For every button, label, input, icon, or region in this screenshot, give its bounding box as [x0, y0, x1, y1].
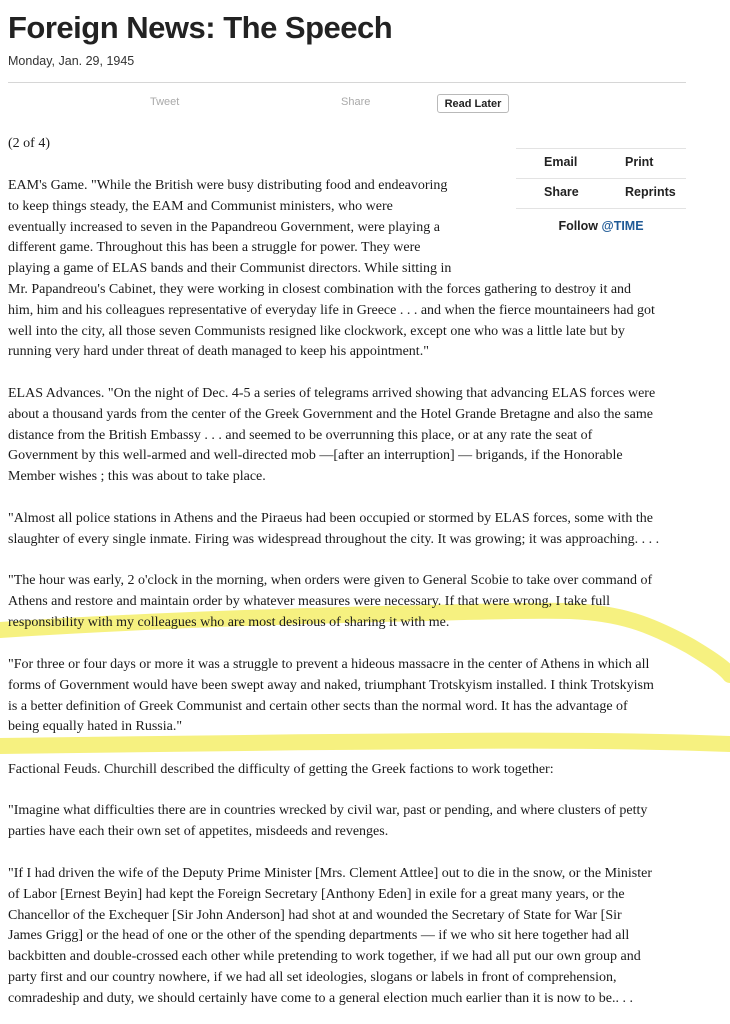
text-line: well into the city, all those seven Communists resigned like clockwork, except one who was a little late but by — [8, 323, 625, 339]
share-link[interactable]: Share — [544, 185, 579, 199]
text-line: different game. Throughout this has been a struggle for power. They were — [8, 240, 421, 256]
text-line: Chancellor of the Exchequer [Sir John Anderson] had shot at and wounded the Secretary of State for War [Sir — [8, 907, 622, 923]
top-divider — [8, 82, 686, 83]
text-line: him, him and his colleagues representative of everyday life in Greece . . . and when the fierce mountaineers had got — [8, 302, 655, 318]
text-line: slaughter of every single inmate. Firing was widespread throughout the city. It was growing; it was approaching. . . . — [8, 531, 660, 547]
text-line: Factional Feuds. Churchill described the difficulty of getting the Greek factions to work together: — [8, 762, 554, 777]
share-button[interactable]: Share — [341, 96, 371, 108]
text-line: eventually increased to seven in the Papandreou Government, were playing a — [8, 219, 440, 235]
print-link[interactable]: Print — [625, 155, 654, 169]
text-line: of Labor [Ernest Beyin] had kept the Foreign Secretary [Anthony Eden] in exile for a great many years, or the — [8, 886, 625, 902]
share-toolbar — [8, 93, 686, 115]
text-line: Athens and restore and maintain order by whatever measures were necessary. If that were wrong, I take full — [8, 593, 611, 609]
text-line: to keep things steady, the EAM and Communist ministers, who were — [8, 198, 393, 214]
text-line: comradeship and duty, we should certainly have come to a general election much earlier than it is now to be.. . . — [8, 990, 633, 1006]
paragraph-if-i-had-driven — [8, 864, 652, 1010]
paragraph-eams-game — [8, 176, 655, 363]
publish-date: Monday, Jan. 29, 1945 — [8, 54, 135, 68]
text-line: is a better definition of Greek Communist and certain other sects than the normal word. It has the advantage of — [8, 698, 628, 714]
text-line: "Imagine what difficulties there are in countries wrecked by civil war, past or pending, and where clusters of petty — [8, 803, 648, 818]
text-line: playing a game of ELAS bands and their Communist directors. While sitting in — [8, 261, 452, 277]
paragraph-factional-feuds — [8, 760, 554, 781]
text-line: "If I had driven the wife of the Deputy Prime Minister [Mrs. Clement Attlee] out to die in the snow, or the Minister — [8, 866, 653, 881]
text-line: running very hard under threat of death managed to keep his appointment." — [8, 344, 429, 360]
text-line: James Grigg] or the head of one or the other of the spending departments — if we who sit here together had all — [8, 928, 630, 944]
follow-label: Follow — [558, 219, 599, 233]
text-line: about a thousand yards from the center of the Greek Government and the Hotel Grande Bretagne and also the same — [8, 406, 653, 422]
text-line: "The hour was early, 2 o'clock in the morning, when orders were given to General Scobie to take over command of — [8, 573, 653, 588]
text-line: "Almost all police stations in Athens and the Piraeus had been occupied or stormed by ELAS forces, some with the — [8, 511, 653, 526]
text-line: being equally hated in Russia." — [8, 719, 183, 735]
tools-row-1 — [516, 148, 686, 178]
paragraph-police-stations — [8, 509, 659, 551]
text-line: parties have each their own set of appetites, misdeeds and revenges. — [8, 823, 389, 839]
article-title: Foreign News: The Speech — [8, 10, 393, 45]
text-line: Government by this well-armed and well-directed mob —[after an interruption] — brigands, if the Honorable — [8, 448, 623, 464]
tweet-button[interactable]: Tweet — [150, 96, 180, 108]
email-link[interactable]: Email — [544, 155, 578, 169]
reprints-link[interactable]: Reprints — [625, 185, 676, 199]
text-line: Member wishes ; this was about to take place. — [8, 469, 266, 485]
text-line: EAM's Game. "While the British were busy distributing food and endeavoring — [8, 178, 448, 193]
paragraph-hour-was-early — [8, 571, 652, 633]
text-line: responsibility with my colleagues who are most desirous of sharing it with me. — [8, 614, 450, 630]
time-handle-link[interactable]: @TIME — [601, 219, 644, 233]
text-line: ELAS Advances. "On the night of Dec. 4-5 a series of telegrams arrived showing that advancing ELAS forces were — [8, 386, 656, 401]
text-line: backbitten and double-crossed each other while pretending to work together, if we had all put our own group and — [8, 949, 641, 965]
paragraph-three-or-four-days — [8, 655, 654, 738]
read-later-button[interactable]: Read Later — [437, 94, 509, 113]
text-line: Mr. Papandreou's Cabinet, they were working in closest combination with the forces gathering to destroy it and — [8, 281, 632, 297]
text-line: party first and our country nowhere, if we had all set ideologies, slogans or labels in front of comprehension, — [8, 969, 617, 985]
text-line: distance from the British Embassy . . . and seemed to be overrunning this place, or at any rate the seat of — [8, 427, 593, 443]
text-line: "For three or four days or more it was a struggle to prevent a hideous massacre in the center of Athens in which all — [8, 657, 650, 672]
page-indicator: (2 of 4) — [8, 136, 50, 151]
paragraph-imagine-difficulties — [8, 801, 647, 843]
paragraph-elas-advances — [8, 384, 655, 488]
highlight-stroke-lower — [0, 741, 730, 746]
text-line: forms of Government would have been swept away and naked, triumphant Trotskyism installed. I think Trotskyism — [8, 677, 654, 693]
